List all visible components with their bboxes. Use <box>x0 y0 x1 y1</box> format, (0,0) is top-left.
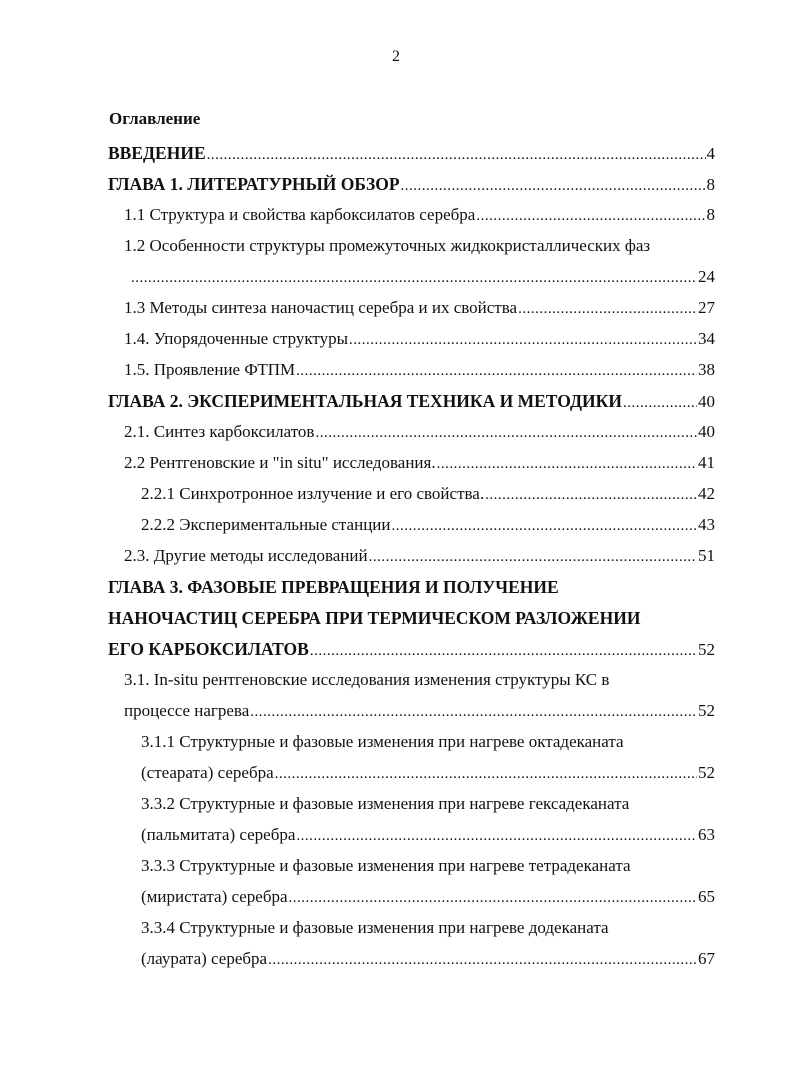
toc-entry-title-line1: 3.3.2 Структурные и фазовые изменения при нагреве гексадеканата <box>141 794 630 813</box>
toc-entry-page: 8 <box>706 205 715 224</box>
toc-entry-title-line1: ГЛАВА 3. ФАЗОВЫЕ ПРЕВРАЩЕНИЯ И ПОЛУЧЕНИЕ <box>108 577 559 597</box>
toc-entry-title: ГЛАВА 2. ЭКСПЕРИМЕНТАЛЬНАЯ ТЕХНИКА И МЕТОДИКИ <box>108 391 622 411</box>
toc-entry-3-3-3[interactable] <box>141 853 792 884</box>
toc-entry-page: 38 <box>698 360 715 379</box>
toc-entry-3-3-4-line2[interactable] <box>141 946 792 977</box>
toc-entry-2-3[interactable] <box>124 543 792 574</box>
toc-entry-page: 27 <box>698 298 715 317</box>
toc-dot-leader <box>315 420 697 446</box>
toc-entry-3-3-4[interactable] <box>141 915 792 946</box>
toc-entry-page: 52 <box>698 763 715 782</box>
toc-entry-1-1[interactable] <box>124 202 792 233</box>
toc-entry-page: 52 <box>698 701 715 720</box>
toc-entry-2-2[interactable] <box>124 450 792 481</box>
toc-entry-chapter-3-line2[interactable] <box>108 605 792 636</box>
toc-entry-title-line3: ЕГО КАРБОКСИЛАТОВ <box>108 639 309 659</box>
toc-dot-leader <box>296 823 697 849</box>
toc-entry-title-line2: процессе нагрева <box>124 701 250 720</box>
toc-dot-leader <box>250 699 697 725</box>
toc-entry-title: ГЛАВА 1. ЛИТЕРАТУРНЫЙ ОБЗОР <box>108 174 400 194</box>
toc-entry-title: 1.5. Проявление ФТПМ <box>124 360 296 379</box>
toc-entry-title: 1.1 Структура и свойства карбоксилатов серебра <box>124 205 476 224</box>
toc-dot-leader <box>275 761 697 787</box>
toc-entry-3-1-1[interactable] <box>141 729 792 760</box>
toc-dot-leader <box>310 638 697 664</box>
toc-dot-leader <box>296 358 697 384</box>
toc-dot-leader <box>369 544 697 570</box>
toc-entry-page: 67 <box>698 949 715 968</box>
toc-entry-chapter-2[interactable] <box>108 388 792 419</box>
toc-entry-3-3-3-line2[interactable] <box>141 884 792 915</box>
toc-entry-1-3[interactable] <box>124 295 792 326</box>
table-of-contents <box>0 140 792 977</box>
toc-entry-title: ВВЕДЕНИЕ <box>108 143 206 163</box>
toc-entry-title: 1.4. Упорядоченные структуры <box>124 329 349 348</box>
toc-entry-page: 40 <box>698 392 715 411</box>
toc-entry-3-3-2-line2[interactable] <box>141 822 792 853</box>
toc-dot-leader <box>207 142 706 168</box>
toc-entry-page: 41 <box>698 453 715 472</box>
toc-dot-leader <box>476 203 705 229</box>
toc-entry-chapter-3[interactable] <box>108 574 792 605</box>
toc-dot-leader <box>623 390 697 416</box>
toc-heading: Оглавление <box>109 109 201 128</box>
toc-entry-page: 40 <box>698 422 715 441</box>
toc-entry-chapter-3-line3[interactable] <box>108 636 792 667</box>
toc-entry-3-3-2[interactable] <box>141 791 792 822</box>
toc-entry-1-2[interactable] <box>124 233 792 264</box>
toc-entry-page: 43 <box>698 515 715 534</box>
toc-dot-leader <box>437 451 697 477</box>
toc-entry-page: 52 <box>698 640 715 659</box>
toc-entry-chapter-1[interactable] <box>108 171 792 202</box>
page-number: 2 <box>392 48 400 65</box>
toc-entry-title: 2.2.1 Синхротронное излучение и его свойства. <box>141 484 485 503</box>
toc-entry-title: 2.3. Другие методы исследований <box>124 546 368 565</box>
toc-entry-1-4[interactable] <box>124 326 792 357</box>
toc-entry-2-2-2[interactable] <box>141 512 792 543</box>
toc-entry-3-1-line2[interactable] <box>124 698 792 729</box>
toc-entry-2-2-1[interactable] <box>141 481 792 512</box>
toc-entry-page: 4 <box>706 144 715 163</box>
toc-entry-title: 2.1. Синтез карбоксилатов <box>124 422 315 441</box>
toc-entry-title-line1: 3.1.1 Структурные и фазовые изменения при нагреве октадеканата <box>141 732 624 751</box>
toc-entry-title: 2.2.2 Экспериментальные станции <box>141 515 391 534</box>
toc-entry-page: 65 <box>698 887 715 906</box>
toc-entry-title: 1.3 Методы синтеза наночастиц серебра и их свойства <box>124 298 518 317</box>
toc-entry-2-1[interactable] <box>124 419 792 450</box>
toc-dot-leader <box>518 296 697 322</box>
toc-dot-leader <box>349 327 697 353</box>
toc-dot-leader <box>485 482 697 508</box>
toc-dot-leader <box>392 513 698 539</box>
toc-entry-page: 34 <box>698 329 715 348</box>
toc-entry-title-line2: (стеарата) серебра <box>141 763 274 782</box>
toc-entry-title-line2: (пальмитата) серебра <box>141 825 296 844</box>
toc-dot-leader <box>131 265 697 291</box>
toc-entry-1-2-continuation[interactable] <box>130 264 792 295</box>
toc-entry-3-1[interactable] <box>124 667 792 698</box>
toc-entry-title-line1: 3.1. In-situ рентгеновские исследования изменения структуры КС в <box>124 670 610 689</box>
toc-entry-title-line2: (миристата) серебра <box>141 887 288 906</box>
toc-entry-title-line2: НАНОЧАСТИЦ СЕРЕБРА ПРИ ТЕРМИЧЕСКОМ РАЗЛОЖЕНИИ <box>108 608 641 628</box>
toc-entry-page: 42 <box>698 484 715 503</box>
toc-entry-introduction[interactable] <box>108 140 792 171</box>
toc-entry-1-5[interactable] <box>124 357 792 388</box>
toc-entry-title: 2.2 Рентгеновские и "in situ" исследования. <box>124 453 436 472</box>
toc-dot-leader <box>401 173 706 199</box>
toc-dot-leader <box>289 885 697 911</box>
toc-entry-title-line1: 3.3.3 Структурные и фазовые изменения при нагреве тетрадеканата <box>141 856 631 875</box>
toc-entry-title-line1: 3.3.4 Структурные и фазовые изменения при нагреве додеканата <box>141 918 609 937</box>
toc-entry-page: 24 <box>698 267 715 286</box>
toc-entry-page: 51 <box>698 546 715 565</box>
toc-entry-title: 1.2 Особенности структуры промежуточных жидкокристаллических фаз <box>124 236 651 255</box>
toc-dot-leader <box>268 947 697 973</box>
toc-entry-3-1-1-line2[interactable] <box>141 760 792 791</box>
toc-entry-page: 8 <box>706 175 715 194</box>
toc-entry-title-line2: (лаурата) серебра <box>141 949 268 968</box>
toc-entry-page: 63 <box>698 825 715 844</box>
